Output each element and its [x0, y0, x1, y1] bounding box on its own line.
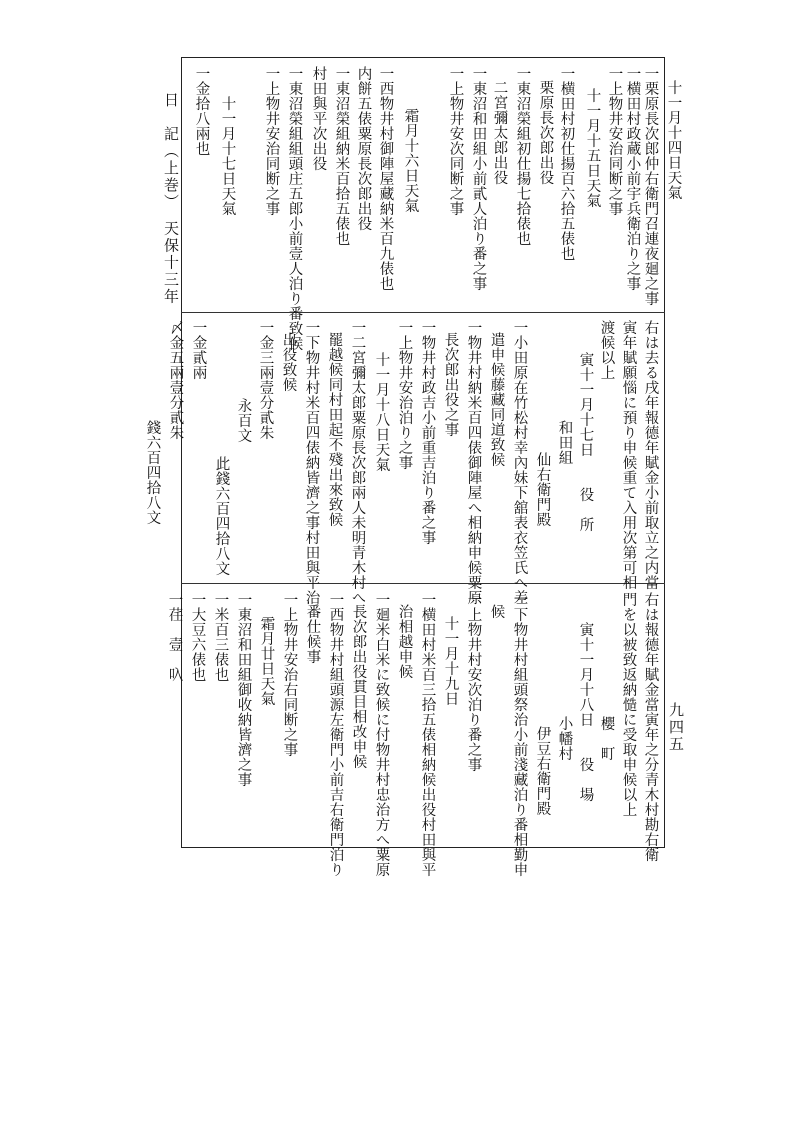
text-column: 長次郎出役之事 [442, 332, 459, 437]
text-column: 小幡村 [556, 716, 573, 761]
text-column: 一上物井安治泊り之事 [396, 320, 413, 470]
text-column: 永百文 [235, 398, 252, 443]
text-column: 遣申候藤藏同道致候 [488, 332, 505, 467]
section-divider-bottom [181, 583, 665, 584]
text-column: 治相越申候 [396, 604, 413, 679]
text-column: 一物井村政吉小前重吉泊り番之事 [419, 320, 436, 545]
text-column: 一東沼榮組組頭庄五郎小前壹人泊り番致候 [286, 66, 303, 351]
text-column: 一栗原長次郎仲右衛門召連夜廻之事 [642, 66, 659, 306]
text-column: 一金貳兩 [190, 320, 207, 380]
total-line: 〆金五兩壹分貳朱 [167, 320, 184, 440]
total-line: 錢六百四拾八文 [144, 420, 161, 525]
text-column: 右は去る戌年報德年賦金小前取立之内當 [642, 320, 659, 590]
text-column: 候 [488, 604, 505, 619]
text-column: 一西物井村組頭源左衛門小前吉右衛門泊り [327, 592, 344, 877]
date-heading: 十一月十五日天氣 [584, 88, 601, 208]
text-column: 番仕候事 [304, 604, 321, 664]
text-column: 一横田村政蔵小前宇兵衛泊り之事 [624, 66, 641, 291]
page-number: 九四五 [667, 702, 685, 753]
section-divider-top [181, 312, 665, 313]
text-column: 二宮彌太郎出役 [491, 80, 508, 185]
text-column: 一上物井安治右同断之事 [281, 592, 298, 757]
text-column: 罷越候同村田起不殘出來致候 [326, 332, 343, 527]
text-column: 村田與平次出役 [310, 66, 327, 171]
text-column: 一大豆六俵也 [189, 592, 206, 682]
text-column: 長次郎出役貫目相改申候 [350, 604, 367, 769]
date-heading: 十一月十七日天氣 [219, 96, 236, 216]
text-column: 一荏 壹 叺 [166, 592, 183, 682]
text-column: 一下物井村米百四俵納皆濟之事村田與平治 [303, 320, 320, 605]
text-column: 一横田村初仕揚百六拾五俵也 [558, 66, 575, 261]
text-column: 仙右衛門殿 [534, 452, 551, 527]
date-heading: 十一月十四日天氣 [665, 80, 682, 200]
text-column: 伊豆右衛門殿 [534, 726, 551, 816]
text-column: 一上物井安次同断之事 [447, 66, 464, 216]
text-column: 内餅五俵粟原長次郎出役 [355, 66, 372, 231]
text-column: 一二宮彌太郎粟原長次郎兩人未明青木村へ [349, 320, 366, 605]
text-column: 一東沼和田組小前貳人泊り番之事 [470, 66, 487, 291]
text-column: 此錢六百四拾八文 [213, 456, 230, 576]
text-column: 一東沼榮組納米百拾五俵也 [333, 66, 350, 246]
text-column: 一上物井安治同断之事 [606, 66, 623, 216]
text-column: 一東沼和田組御收納皆濟之事 [235, 592, 252, 787]
book-title-header: 日 記（上巻） 天保十三年 [162, 92, 180, 306]
text-column: 一横田村米百三拾五俵相納候出役村田與平 [419, 592, 436, 877]
date-heading: 十一月十九日 [442, 616, 459, 706]
text-column: 和田組 [556, 420, 573, 465]
text-column: 一金拾八兩也 [193, 66, 210, 156]
text-column: 櫻 町 [598, 716, 615, 761]
text-column: 栗原長次郎出役 [537, 80, 554, 185]
text-column: 右は報德年賦金當寅年之分青木村勘右衛 [642, 592, 659, 862]
text-column: 一西物井村御陣屋藏納米百九俵也 [377, 66, 394, 291]
text-column: 一金三兩壹分貳朱 [257, 320, 274, 440]
text-column: 一小田原在竹松村幸內妹下舘表衣笠氏へ差 [511, 320, 528, 605]
text-column: 一下物井村組頭祭治小前淺藏泊り番相勤申 [511, 592, 528, 877]
text-column: 一廻米白米に致候に付物井村忠治方へ粟原 [373, 592, 390, 877]
date-heading: 霜月廿日天氣 [258, 616, 275, 706]
date-line: 寅十一月十八日 役 場 [577, 622, 594, 802]
text-column: 渡候以上 [598, 320, 615, 380]
text-column: 一上物井安治同断之事 [263, 66, 280, 216]
date-heading: 霜月十六日天氣 [402, 108, 419, 213]
text-column: 一米百三俵也 [212, 592, 229, 682]
text-column: 一東沼榮組初仕揚七拾俵也 [514, 66, 531, 246]
text-column: 出役致候 [280, 332, 297, 392]
date-heading: 十一月十八日天氣 [373, 352, 390, 472]
text-column: 一上物井村安次泊り番之事 [465, 592, 482, 772]
text-column: 一物井村納米百四俵御陣屋へ相納申候粟原 [465, 320, 482, 605]
text-column: 寅年賦願惱に預り申候重て入用次第可相 [620, 320, 637, 590]
text-column: 門を以被致返納慥に受取申候以上 [620, 592, 637, 817]
date-line: 寅十一月十七日 役 所 [577, 352, 594, 532]
